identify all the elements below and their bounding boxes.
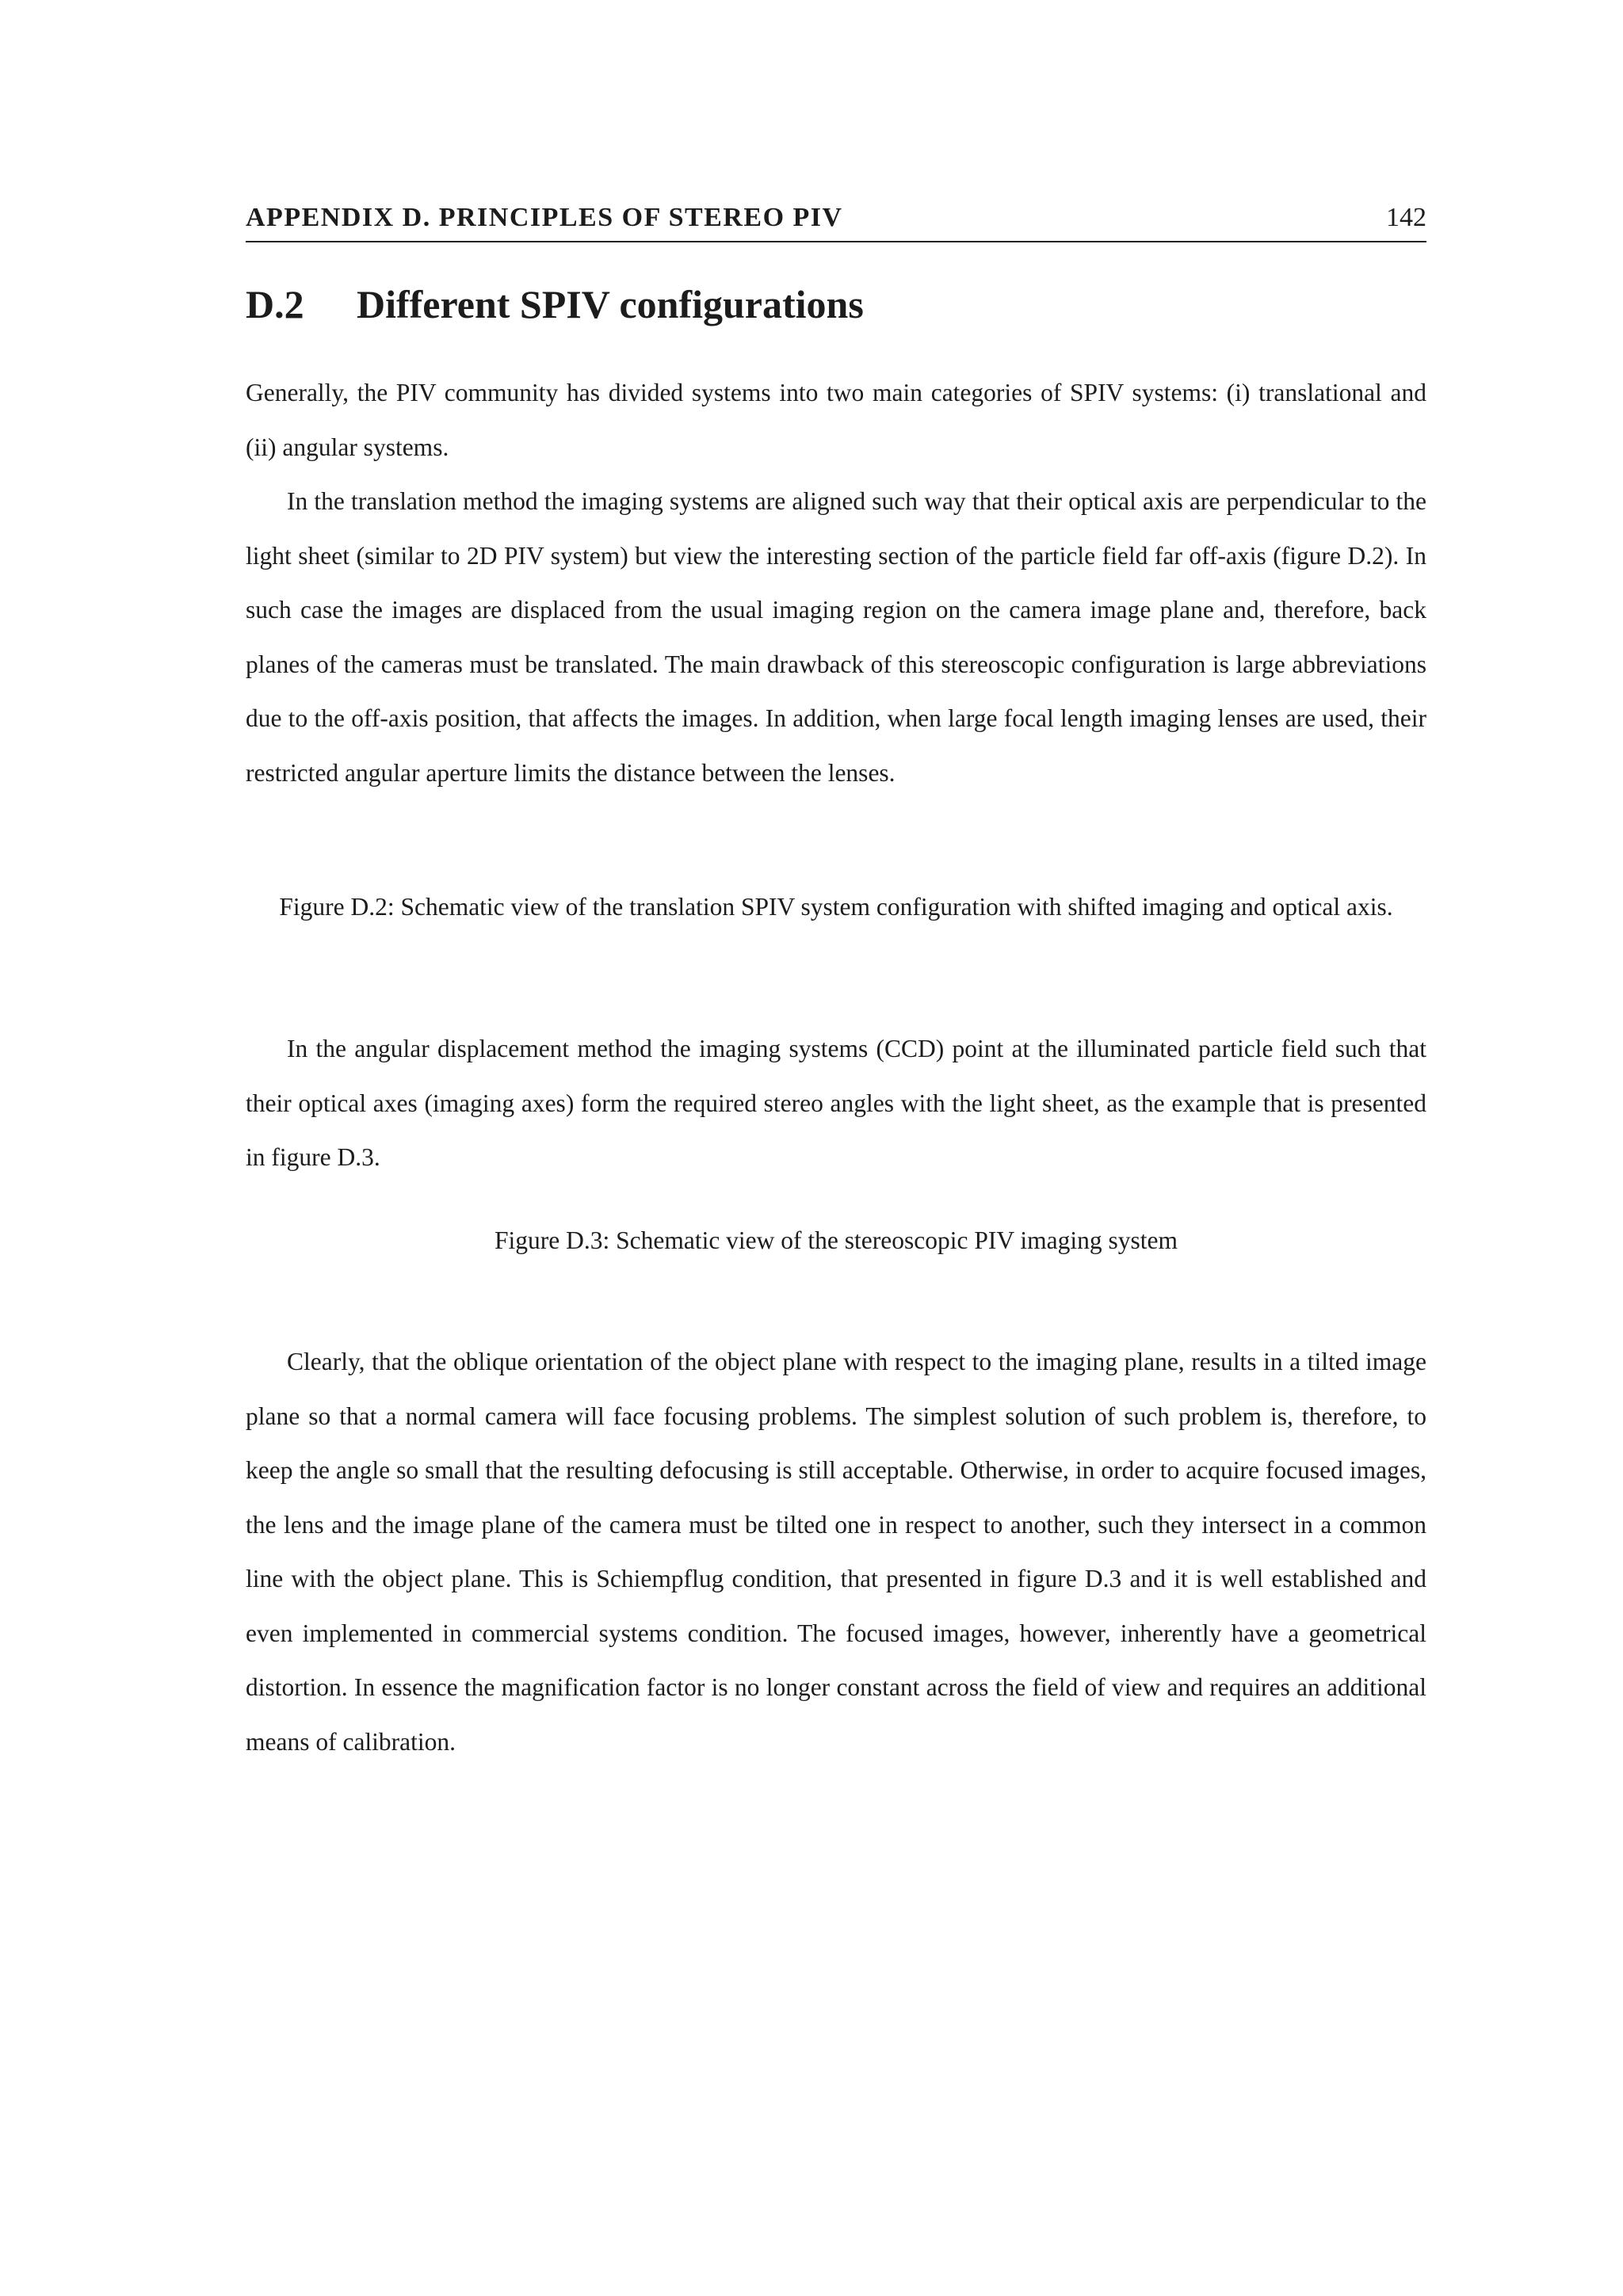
- section-number: D.2: [246, 282, 304, 326]
- figure-caption-d2: Figure D.2: Schematic view of the translation SPIV system configuration with shifted imaging and optical axis.: [279, 893, 1393, 921]
- page-header: [246, 200, 1426, 242]
- paragraph-angular-method: In the angular displacement method the imaging systems (CCD) point at the illuminated particle field such that their optical axes (imaging axes) form the required stereo angles with the light sheet, as the example that is presented in figure D.3.: [246, 1035, 1426, 1171]
- section-heading: [246, 281, 864, 327]
- section-title: Different SPIV configurations: [357, 282, 864, 326]
- page-number: 142: [1386, 203, 1426, 232]
- paragraph-translation-method: In the translation method the imaging systems are aligned such way that their optical axis are perpendicular to the light sheet (similar to 2D PIV system) but view the interesting section of the particle field far off-axis (figure D.2). In such case the images are displaced from the usual imaging region on the camera image plane and, therefore, back planes of the cameras must be translated. The main drawback of this stereoscopic configuration is large abbreviations due to the off-axis position, that affects the images. In addition, when large focal length imaging lenses are used, their restricted angular aperture limits the distance between the lenses.: [246, 487, 1426, 787]
- paragraph-scheimpflug: Clearly, that the oblique orientation of the object plane with respect to the imaging plane, results in a tilted image plane so that a normal camera will face focusing problems. The simplest solution of such problem is, therefore, to keep the angle so small that the resulting defocusing is still acceptable. Otherwise, in order to acquire focused images, the lens and the image plane of the camera must be tilted one in respect to another, such they intersect in a common line with the object plane. This is Schiempflug condition, that presented in figure D.3 and it is well established and even implemented in commercial systems condition. The focused images, however, inherently have a geometrical distortion. In essence the magnification factor is no longer constant across the field of view and requires an additional means of calibration.: [246, 1348, 1426, 1756]
- paragraph-intro: Generally, the PIV community has divided systems into two main categories of SPIV systems: (i) translational and (ii) angular systems.: [246, 379, 1426, 461]
- figure-caption-d3: Figure D.3: Schematic view of the stereoscopic PIV imaging system: [494, 1226, 1178, 1254]
- running-title: APPENDIX D. PRINCIPLES OF STEREO PIV: [246, 203, 843, 232]
